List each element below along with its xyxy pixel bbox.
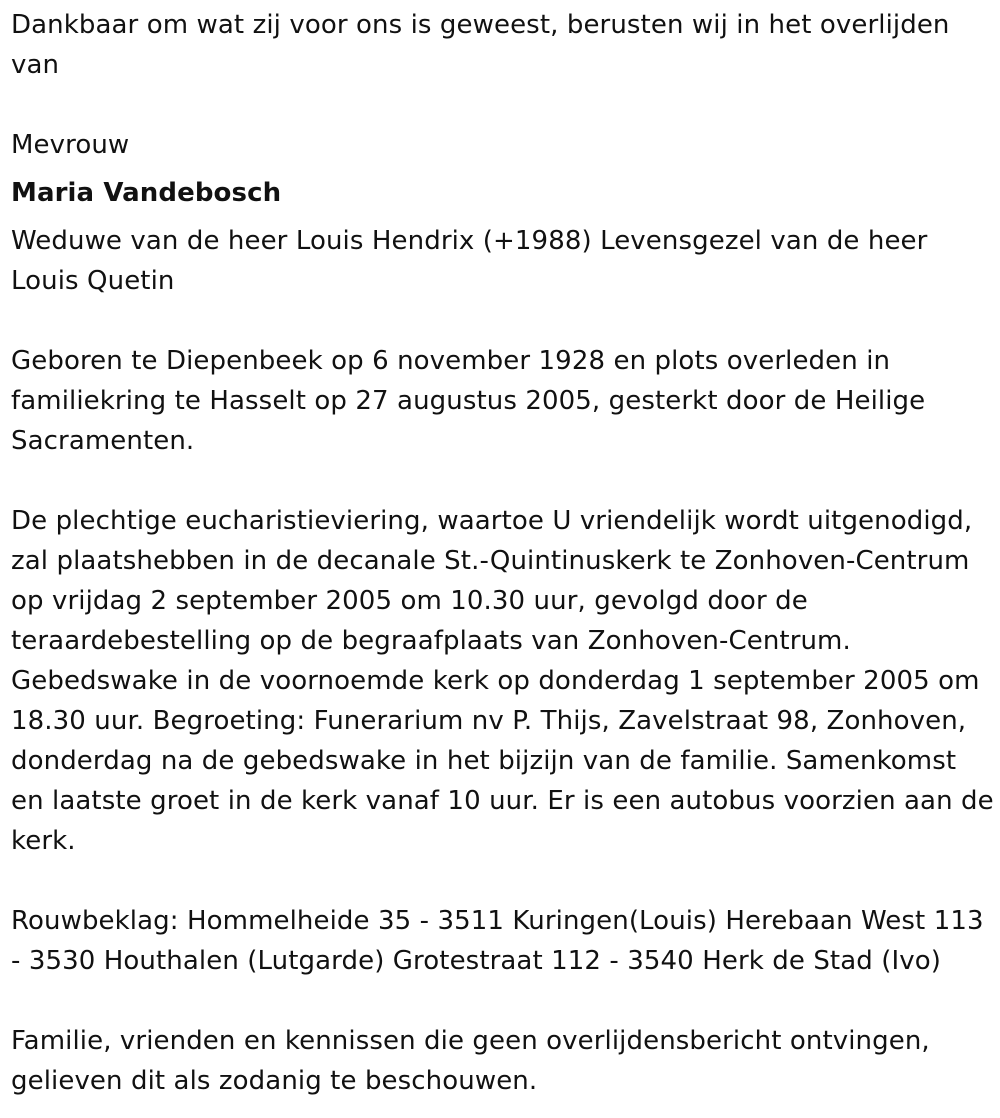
ceremony-text: De plechtige eucharistieviering, waartoe U vriendelijk wordt uitgenodigd, zal plaatshebben in de decanale St.-Quintinuskerk te Zonhoven-Centrum op vrijdag 2 september 2005 om 10.30 uur, gevolgd door de teraardebestelling op de begraafplaats van Zonhoven-Centrum. Gebedswake in de voornoemde kerk op donderdag 1 september 2005 om 18.30 uur. Begroeting: Funerarium nv P. Thijs, Zavelstraat 98, Zonhoven, donderdag na de gebedswake in het bijzijn van de familie. Samenkomst en laatste groet in de kerk vanaf 10 uur. Er is een autobus voorzien aan de kerk. [11, 506, 994, 856]
birth-death-text: Geboren te Diepenbeek op 6 november 1928 en plots overleden in familiekring te Hasselt op 27 augustus 2005, gesterkt door de Heilige Sacramenten. [11, 346, 926, 456]
condolence-addresses: Rouwbeklag: Hommelheide 35 - 3511 Kuringen(Louis) Herebaan West 113 - 3530 Houthalen (Lutgarde) Grotestraat 112 - 3540 Herk de Stad (Ivo) [11, 906, 984, 976]
intro-text: Dankbaar om wat zij voor ons is geweest, berusten wij in het overlijden van [11, 10, 950, 80]
relation-text: Weduwe van de heer Louis Hendrix (+1988) Levensgezel van de heer Louis Quetin [11, 226, 928, 296]
deceased-name: Maria Vandebosch [11, 178, 282, 208]
honorific-title: Mevrouw [11, 130, 130, 160]
closing-text: Familie, vrienden en kennissen die geen overlijdensbericht ontvingen, gelieven dit als zodanig te beschouwen. [11, 1026, 930, 1096]
